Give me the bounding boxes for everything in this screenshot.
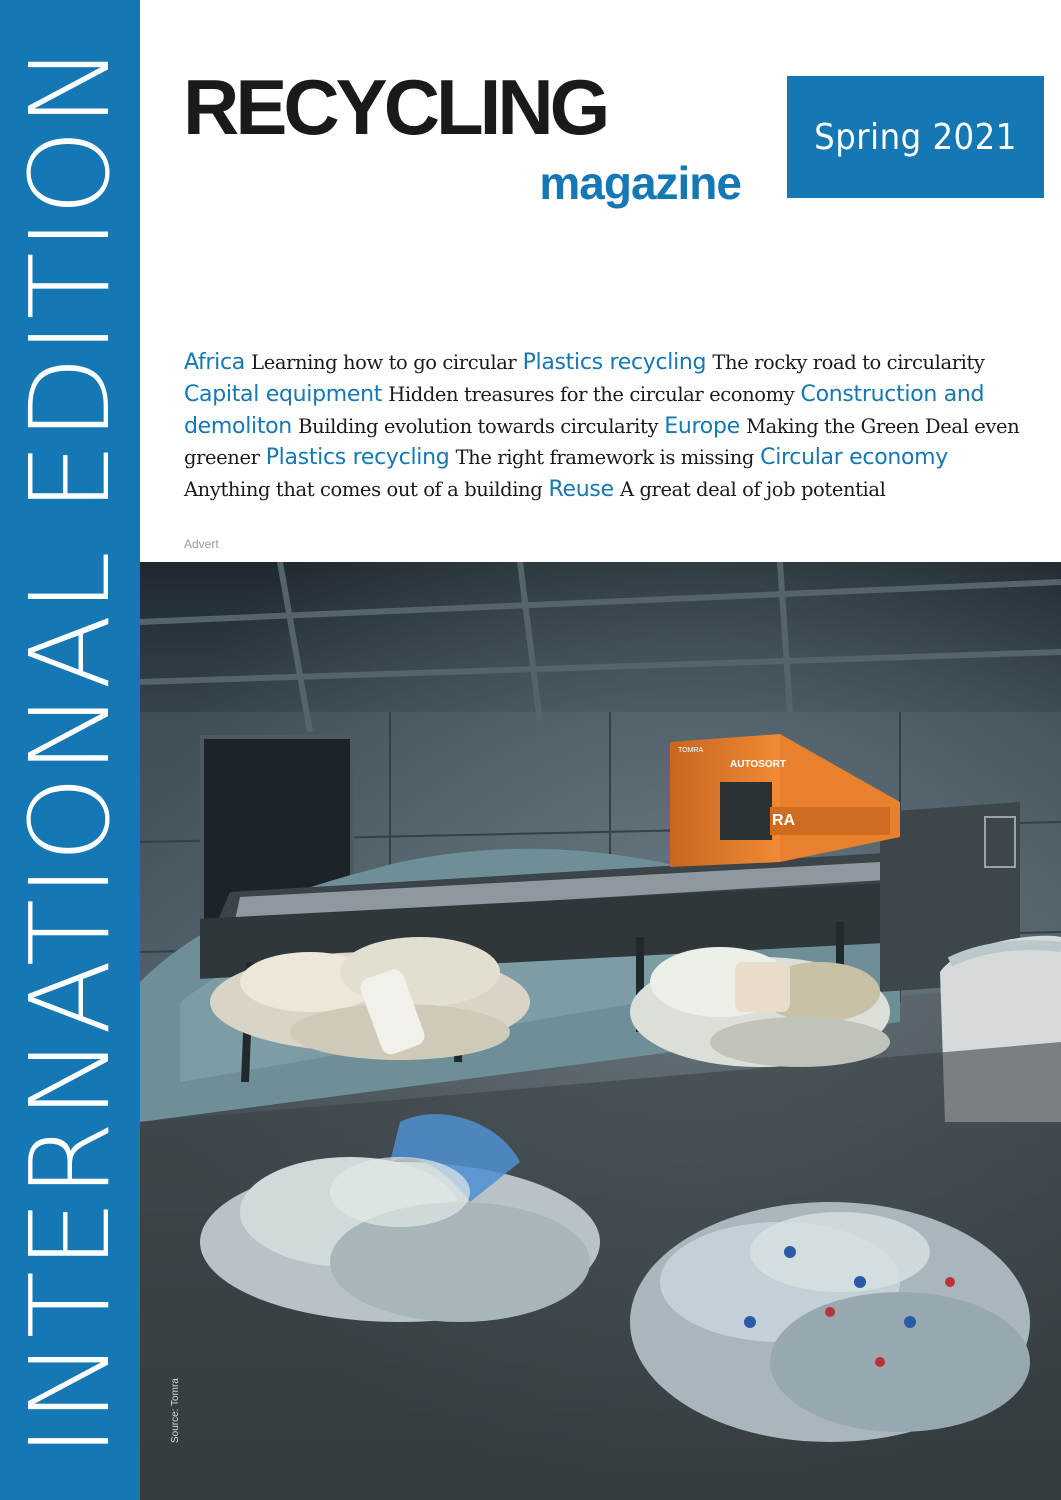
toc-category: Reuse [548, 477, 614, 503]
toc-title: Learning how to go circular [251, 351, 517, 374]
toc-category: Plastics recycling [265, 445, 450, 471]
toc-category: Circular economy [760, 445, 949, 471]
toc-title: Building evolution towards circularity [298, 414, 659, 438]
machine-brand-label: TOMRA [678, 747, 704, 754]
toc-category: Construction and demoliton [184, 381, 985, 439]
magazine-logo[interactable] [183, 63, 753, 218]
advert-label: Advert [184, 537, 219, 551]
machine-model-label: AUTOSORT [730, 759, 786, 770]
toc-entry[interactable] [184, 351, 516, 374]
toc-category: Plastics recycling [522, 350, 707, 375]
edition-label: INTERNATIONAL EDITION [6, 43, 134, 1457]
issue-badge [787, 76, 1044, 198]
logo-subtitle: magazine [539, 157, 741, 209]
toc-title: The right framework is missing [455, 446, 754, 470]
toc-title: Anything that comes out of a building [184, 478, 543, 502]
toc-entry[interactable] [184, 383, 794, 406]
toc-category: Europe [664, 413, 740, 439]
toc-entry[interactable] [266, 446, 754, 469]
pile-pet-bottles [630, 1202, 1030, 1442]
toc-entry[interactable] [548, 478, 885, 501]
toc-category: Africa [184, 350, 245, 375]
toc-category: Capital equipment [184, 381, 383, 407]
cover-photo [140, 562, 1061, 1500]
contents-teaser [184, 347, 1024, 506]
toc-title: Hidden treasures for the circular economy [388, 382, 795, 406]
toc-title: A great deal of job potential [619, 478, 886, 502]
edition-sidebar [0, 0, 140, 1500]
photo-credit: Source: Tomra [170, 1378, 181, 1443]
toc-title: Making the Green Deal even greener [184, 414, 1020, 470]
logo-wordmark: RECYCLING [183, 63, 607, 151]
warehouse-scene [140, 562, 1061, 1500]
issue-label: Spring 2021 [814, 116, 1017, 158]
toc-entry[interactable] [523, 351, 985, 374]
machine-brand-large: RA [772, 812, 796, 829]
toc-title: The rocky road to circularity [712, 351, 985, 374]
